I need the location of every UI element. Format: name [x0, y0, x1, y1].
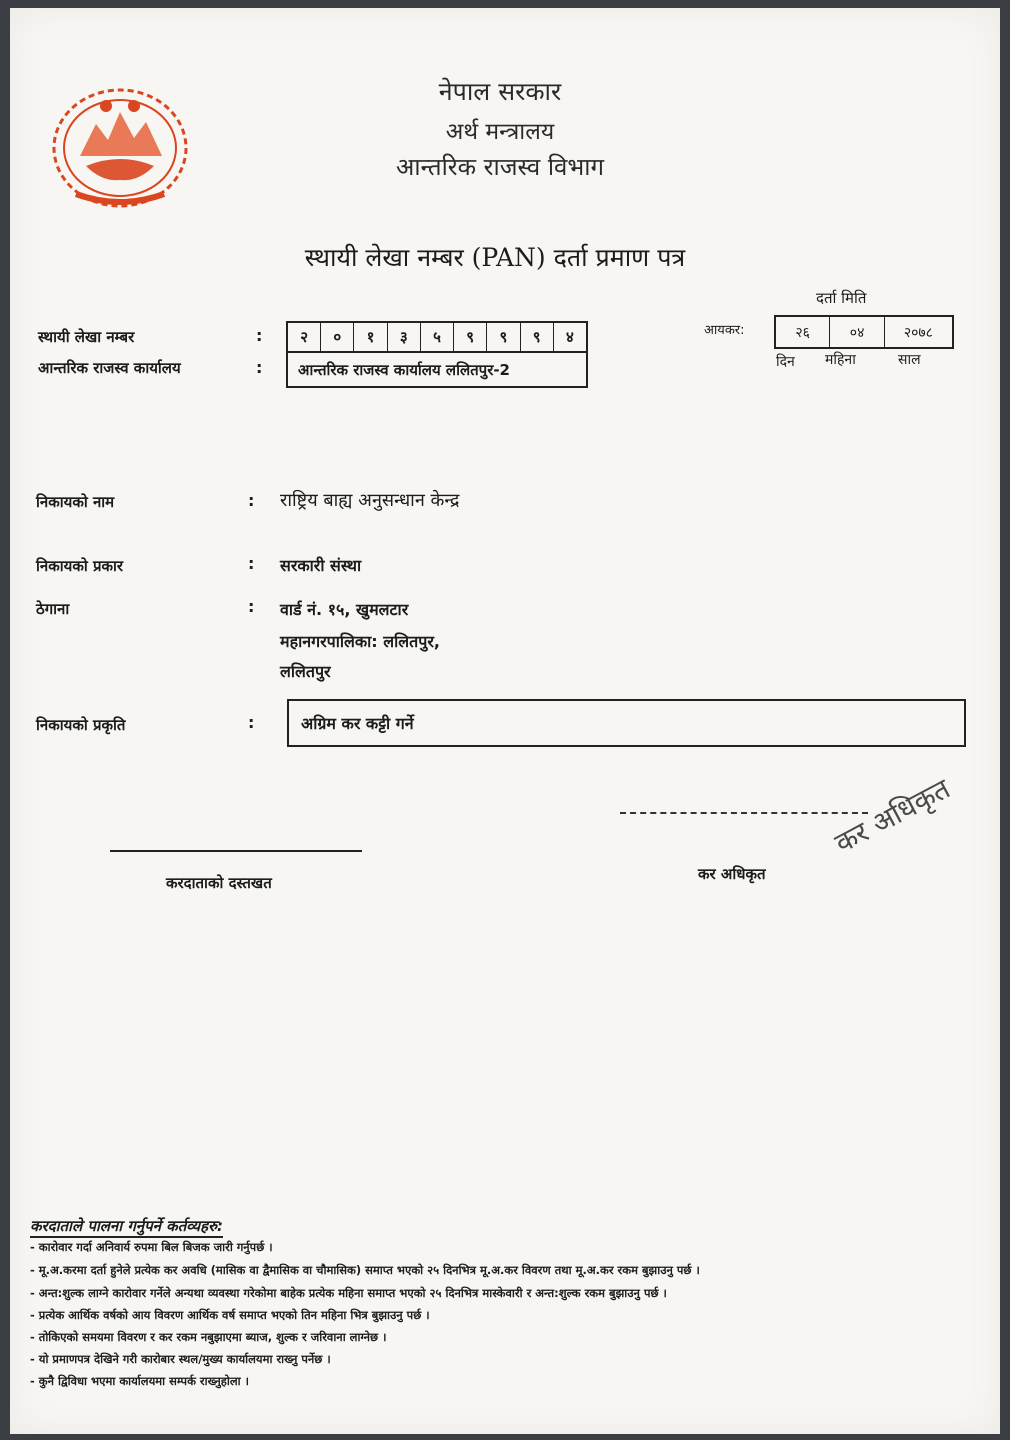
pan-digit: २	[288, 323, 321, 351]
colon: :	[248, 713, 255, 732]
duty-item: - प्रत्येक आर्थिक वर्षको आय विवरण आर्थिक वर्ष समाप्त भएको तिन महिना भित्र बुझाउनु पर्छ ।	[30, 1308, 430, 1322]
year-caption: साल	[898, 352, 921, 368]
date-year: २०७८	[903, 324, 933, 341]
day-caption: दिन	[776, 354, 795, 370]
date-day: २६	[776, 317, 830, 347]
pan-digit: ३	[388, 323, 421, 351]
department-heading: आन्तरिक राजस्व विभाग	[395, 153, 604, 181]
colon: :	[248, 554, 255, 573]
income-tax-prefix: आयकर:	[704, 323, 745, 338]
pan-digit: ४	[565, 328, 574, 346]
pan-digit: ०	[321, 323, 354, 351]
taxpayer-signature-label: करदाताको दस्तखत	[166, 874, 272, 892]
entity-name-value: राष्ट्रिय बाह्य अनुसन्धान केन्द्र	[280, 490, 460, 511]
address-line-1: वार्ड नं. १५, खुमलटार	[280, 600, 409, 619]
officer-label: कर अधिकृत	[698, 865, 766, 883]
taxpayer-signature-line	[110, 850, 362, 852]
month-caption: महिना	[825, 352, 856, 368]
pan-digit: ९	[521, 323, 554, 351]
duty-item: - कारोवार गर्दा अनिवार्य रुपमा बिल बिजक जारी गर्नुपर्छ ।	[30, 1240, 273, 1254]
officer-stamp: कर अधिकृत	[829, 771, 956, 860]
duty-item: - तोकिएको समयमा विवरण र कर रकम नबुझाएमा ब्याज, शुल्क र जरिवाना लाग्नेछ ।	[30, 1330, 387, 1344]
colon: :	[248, 597, 255, 616]
pan-number-box	[286, 321, 588, 353]
entity-nature-value: अग्रिम कर कट्टी गर्ने	[287, 699, 966, 747]
entity-name-label: निकायको नाम	[36, 493, 115, 511]
ministry-heading: अर्थ मन्त्रालय	[445, 119, 555, 145]
duty-item: - अन्त:शुल्क लाग्ने कारोवार गर्नेले अन्यथा व्यवस्था गरेकोमा बाहेक प्रत्येक महिना समाप्त भएको २५ दिनभित्र मास्केवारी र अन्त:शुल्क रकम बुझाउनु पर्छ ।	[30, 1286, 667, 1300]
address-label: ठेगाना	[36, 600, 70, 618]
nepal-emblem-icon	[46, 82, 194, 214]
duty-item: - कुनै द्विविधा भएमा कार्यालयमा सम्पर्क राख्नुहोला ।	[30, 1374, 250, 1388]
certificate-title: स्थायी लेखा नम्बर (PAN) दर्ता प्रमाण पत्र	[304, 243, 686, 272]
duty-item: - मू.अ.करमा दर्ता हुनेले प्रत्येक कर अवधि (मासिक वा द्वैमासिक वा चौमासिक) समाप्त भएको २५ दिनभित्र मू.अ.कर विवरण तथा मू.अ.कर रकम बुझाउनु पर्छ ।	[30, 1263, 700, 1277]
entity-nature-label: निकायको प्रकृति	[36, 716, 126, 734]
registration-date-heading: दर्ता मिति	[816, 289, 867, 307]
office-label: आन्तरिक राजस्व कार्यालय	[38, 359, 181, 377]
pan-digit: १	[354, 323, 387, 351]
officer-signature-line	[620, 812, 868, 814]
pan-label: स्थायी लेखा नम्बर	[38, 328, 135, 346]
entity-type-label: निकायको प्रकार	[36, 557, 124, 575]
pan-digit: ९	[487, 323, 520, 351]
certificate-page	[10, 8, 1000, 1434]
colon: :	[256, 326, 263, 345]
pan-digit: ९	[454, 323, 487, 351]
address-line-3: ललितपुर	[280, 662, 331, 681]
date-month: ०४	[830, 317, 884, 347]
duties-heading: करदाताले पालना गर्नुपर्ने कर्तव्यहरु:	[30, 1216, 223, 1238]
address-line-2: महानगरपालिका: ललितपुर,	[280, 632, 440, 651]
government-heading: नेपाल सरकार	[438, 77, 562, 106]
colon: :	[256, 358, 263, 377]
entity-type-value: सरकारी संस्था	[280, 556, 362, 575]
duty-item: - यो प्रमाणपत्र देखिने गरी कारोबार स्थल/मुख्य कार्यालयमा राख्नु पर्नेछ ।	[30, 1352, 331, 1366]
pan-digit: ५	[421, 323, 454, 351]
registration-date-box	[774, 315, 954, 349]
colon: :	[248, 491, 255, 510]
office-value: आन्तरिक राजस्व कार्यालय ललितपुर-2	[286, 352, 588, 388]
